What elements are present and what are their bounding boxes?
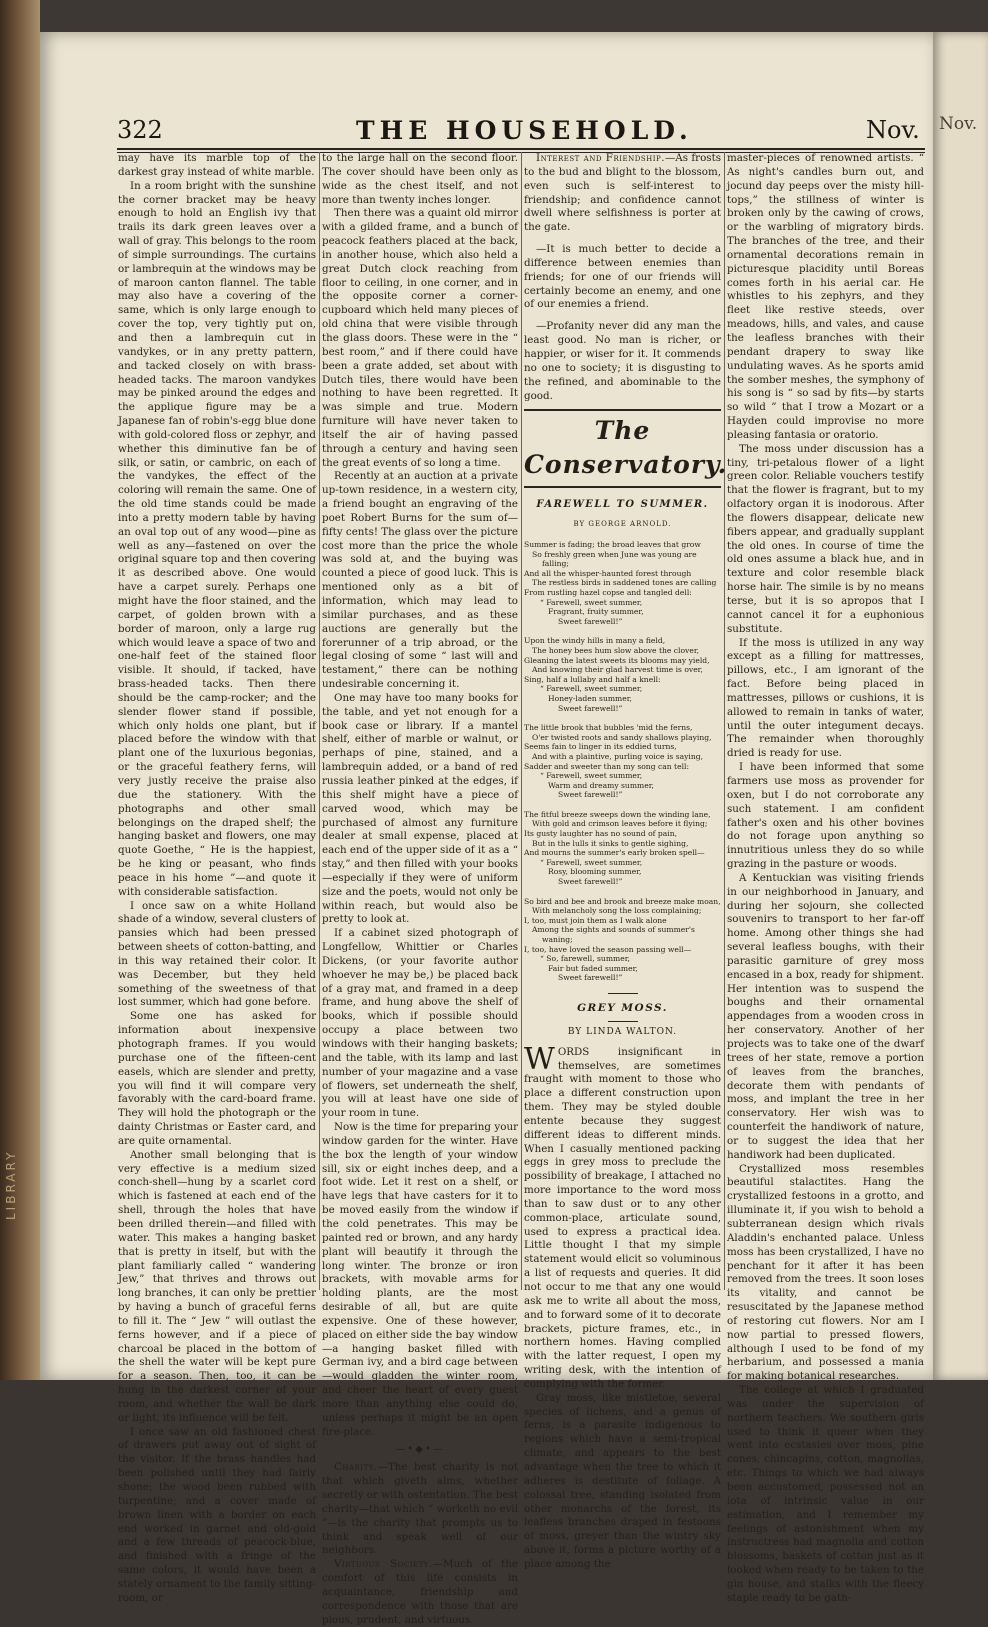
poem-line: Gleaning the latest sweets its blooms may yield, — [524, 655, 710, 665]
poem-line: Sweet farewell!” — [558, 973, 623, 983]
poem-line: Sadder and sweeter than my song can tell: — [524, 761, 690, 771]
poem-line: Upon the windy hills in many a field, — [524, 636, 666, 646]
poem-line: I, too, have loved the season passing well— — [524, 944, 692, 954]
column-rule — [521, 152, 522, 1290]
poem-line: “ Farewell, sweet summer, — [540, 857, 643, 867]
section-rule — [524, 486, 721, 488]
poem-line: Honey-laden summer, — [548, 693, 632, 703]
paragraph: If the moss is utilized in any way except as a filling for mattresses, pillows, etc., I am ignorant of the fact. Before being placed in mattresses, pillows or cushions, it is allowed to remain in tanks of water, until the outer integument decays. The remainder when thoroughly dried is ready for use. — [727, 636, 924, 760]
poem-byline: BY GEORGE ARNOLD. — [573, 520, 672, 529]
poem-line: The little brook that bubbles 'mid the ferns, — [524, 723, 693, 733]
article-title: GREY MOSS. — [577, 1001, 668, 1014]
poem-line: Its gusty laughter has no sound of pain, — [524, 829, 678, 839]
poem-line: And mourns the summer's early broken spell— — [524, 848, 705, 858]
short-item — [322, 1461, 518, 1558]
poem-line: So bird and bee and brook and breeze make moan, — [524, 896, 721, 906]
adjacent-page-edge — [933, 32, 988, 1380]
paragraph: I once saw an old fashioned chest of drawers put away out of sight of the visitor. If the brass handles had been polished until they had fairly shone; the wood been rubbed with turpentine; and a cover made of brown linen with a border on each end worked in garnet and old-gold and a few threads of peacock-blue, and finished with a fringe of the same colors, it would have been a stately ornament to the family sitting-room, or — [118, 1425, 316, 1604]
column-rule — [319, 152, 320, 1290]
poem-line: Rosy, blooming summer, — [548, 867, 642, 877]
short-item — [524, 152, 721, 235]
paragraph: In a room bright with the sunshine the corner bracket may be heavy enough to hold an English ivy that trails its dark green leaves over a wall of gray. This belongs to the room of simple surroundings. The curtains or lambrequin at the windows may be of maroon canton flannel. The table may also have a covering of the same, which is only large enough to cover the top, very tightly put on, and then a lambrequin cut in vandykes, or in any pretty pattern, and tacked closely on with brass-headed tacks. The maroon vandykes may be pinked around the edges and the applique figure may be a Japanese fan of robin's-egg blue done with gold-colored floss or zephyr, and whether this diminutive fan be of silk, or satin, or cambric, on each of the vandykes, the effect of the coloring will remain the same. One of the old time stands could be made into a pretty modern table by having an oval top out of any wood—pine as well as any—fastened on over the original square top and then covering it as described above. One would have a carpet surely. Perhaps one might have the floor stained, and the carpet, of golden brown with a border of maroon, only a large rug which would leave a space of two and one-half feet of the stained floor visible. It should, if tacked, have brass-headed tacks. Then there should be the camp-rocker; and the slender flower stand if possible, which only holds one plant, but if placed before the window with that plant one of the luxurious begonias, or the graceful feathery ferns, will very justly receive the praise also due the stationery. With the photographs and other small belongings on the draped shelf; the hanging basket and flowers, one may quote Goethe, “ He is the happiest, be he king or peasant, who finds peace in his home ”—and quote it with considerable satisfaction. — [118, 179, 316, 898]
poem-line: With melancholy song the loss complaining; — [532, 906, 702, 916]
poem-line: “ So, farewell, summer, — [540, 954, 630, 964]
short-item-text: —The best charity is not that which giveth alms, whether secretly or with ostentation. The best charity—that which “ worketh no evil ”—is the charity that prompts us to think and speak well of our neighbors. — [322, 1461, 518, 1557]
adjacent-page-month: Nov. — [939, 114, 978, 134]
section-rule — [524, 409, 721, 411]
drop-cap: W — [524, 1041, 555, 1077]
paragraph: The moss under discussion has a tiny, tri-petalous flower of a light green color. Reliable vouchers testify that the flower is fragrant, but to my olfactory organ it is inodorous. After the flowers disappear, delicate new fibers appear, and gradually supplant the old ones. In course of time the old ones assume a black hue, and in texture and color resemble black horse hair. The simile is by no means terse, but it is so apropos that I cannot cancel it for a euphonious substitute. — [727, 442, 924, 635]
poem-line: Among the sights and sounds of summer's waning; — [532, 925, 695, 944]
paragraph — [524, 1041, 721, 1392]
short-item — [524, 320, 721, 403]
page-month: Nov. — [866, 116, 920, 144]
short-item-lead: Virtuous Society. — [334, 1558, 433, 1571]
poem-stanza — [524, 540, 721, 626]
short-item-lead: Charity. — [334, 1461, 378, 1474]
article-column-3 — [524, 152, 728, 1570]
poem-line: Sweet farewell!” — [558, 703, 623, 713]
paragraph: Some one has asked for information about inexpensive photograph frames. If you would purchase one of the fifteen-cent easels, which are slender and pretty, you will find it will compare very favorably with the card-board frame. They will hold the photograph or the dainty Christmas or Easter card, and are quite ornamental. — [118, 1010, 316, 1147]
page-number: 322 — [117, 116, 163, 144]
column-rule — [724, 152, 725, 1290]
poem-line: The fitful breeze sweeps down the winding lane, — [524, 809, 711, 819]
poem-title: FAREWELL TO SUMMER. — [536, 499, 709, 511]
poem-line: Sweet farewell!” — [558, 790, 623, 800]
poem-line: “ Farewell, sweet summer, — [540, 771, 643, 781]
short-item-text: —It is much better to decide a difference between enemies than friends; for one of our friends will certainly become an enemy, and one of our enemies a friend. — [524, 243, 721, 311]
poem-line: Sweet farewell!” — [558, 616, 623, 626]
paragraph: Crystallized moss resembles beautiful stalactites. Hang the crystallized festoons in a grotto, and illuminate it, if you wish to behold a subterranean design which rivals Aladdin's enchanted palace. Unless moss has been crystallized, I have no penchant for it after it has been removed from the trees. It soon loses its vitality, and cannot be resuscitated by the Japanese method of restoring cut flowers. Nor am I now partial to pressed flowers, although I used to be fond of my herbarium, and possessed a mania for making botanical researches. — [727, 1162, 924, 1383]
paragraph: The college at which I graduated was under the supervision of northern teachers. We southern girls used to think it queer when they went into ecstasies over moss, pine cones, chincapins, cotton, magnolias, etc. Things to which we had always been accustomed, possessed not an iota of intrinsic value in our estimation, and I remember my feelings of astonishment when my instructress had magnolia and cotton blossoms, baskets of cotton just as it looked when ready to be taken to the gin house, and stalks with the fleecy staple ready to be gath- — [727, 1384, 924, 1604]
poem-line: The restless birds in saddened tones are calling — [532, 578, 717, 588]
paragraph: Another small belonging that is very effective is a medium sized conch-shell—hung by a scarlet cord which is fastened at each end of the shell, through the holes that have been drilled therein—and filled with water. This makes a hanging basket that is pretty in itself, but with the plant familiarly called “ wandering Jew,” that thrives and throws out long branches, it can only be prettier by having a bunch of graceful ferns to fill it. The “ Jew ” will outlast the ferns however, and if a piece of charcoal be placed in the bottom of the shell the water will be kept pure for a season. Then, too, it can be hung in the darkest corner of your room, and whether the wall be dark or light, its influence will be felt. — [118, 1148, 316, 1424]
poem-line: The honey bees hum slow above the clover, — [532, 645, 700, 655]
poem-stanza — [524, 636, 721, 713]
paragraph: Gray moss, like mistletoe, several species of lichens, and a genus of ferns, is a parasite indigenous to regions which have a semi-tropical climate, and appears to the best advantage when the tree to which it adheres is destitute of foliage. A colossal tree, standing isolated from other monarchs of the forest, its leafless branches draped in festoons of moss, greyer than the wintry sky above it, forms a picture worthy of a place among the — [524, 1391, 721, 1570]
paragraph: One may have too many books for the table, and yet not enough for a book case or library. If a mantel shelf, either of marble or walnut, or perhaps of pine, stained, and a lambrequin added, or a band of red russia leather pinked at the edges, if this shelf might have a piece of carved wood, which may be purchased of almost any furniture dealer at small expense, placed at each end of the upper side of it as a “ stay,” and then filled with your books—especially if they were of uniform size and the poets, would not only be within reach, but would also be pretty to look at. — [322, 691, 518, 926]
poem-line: Sing, half a lullaby and half a knell: — [524, 674, 661, 684]
poem-line: And all the whisper-haunted forest through — [524, 568, 692, 578]
paragraph: master-pieces of renowned artists. “ As night's candles burn out, and jocund day peeps over the misty hill-tops,” the stillness of winter is broken only by the cawing of crows, or the warbling of migratory birds. The branches of the tree, and their ornamental decorations remain in picturesque placidity until Boreas comes forth in his aerial car. He whistles to his zephyrs, and they fleet like restive steeds, over meadows, hills, and vales, and cause the leafless branches with their pendant drapery to sway like undulating waves. As he sports amid the somber meshes, the symphony of his song is “ so sad by fits—by starts so wild ” that I trow a Mozart or a Hayden could improvise no more pleasing fantasia or oratorio. — [727, 152, 924, 441]
paragraph: I have been informed that some farmers use moss as provender for oxen, but I do not corroborate any such statement. I am confident father's oxen and his other bovines do not forage upon anything so innutritious unless they do so while grazing in the pasture or woods. — [727, 761, 924, 871]
poem-stanza — [524, 723, 721, 800]
poem-line: But in the lulls it sinks to gentle sighing, — [532, 838, 689, 848]
poem-stanza — [524, 897, 721, 983]
paragraph: Recently at an auction at a private up-town residence, in a western city, a friend bought an engraving of the poet Robert Burns for the sum of—fifty cents! The glass over the picture cost more than the price the whole was sold at, and the buying was counted a piece of good luck. This is mentioned only as a bit of information, which may lead to similar purchases, and as these auctions are generally but the forerunner of a trip abroad, or the legal closing of some “ last will and testament,” there can be nothing undesirable concerning it. — [322, 470, 518, 691]
poem-line: I, too, must join them as I walk alone — [524, 915, 667, 925]
poem-line: “ Farewell, sweet summer, — [540, 597, 643, 607]
poem-line: From rustling hazel copse and tangled dell: — [524, 588, 692, 597]
short-item-text: —Profanity never did any man the least good. No man is richer, or happier, or wiser for it. It commends no one to society; it is disgusting to the refined, and abominable to the good. — [524, 320, 721, 402]
poem-line: “ Farewell, sweet summer, — [540, 684, 643, 694]
page-title: THE HOUSEHOLD. — [356, 116, 693, 145]
short-item-text: —As frosts to the bud and blight to the blossom, even such is self-interest to friendship; and confidence cannot dwell where selfishness is porter at the gate. — [524, 152, 721, 234]
poem-line: Summer is fading; the broad leaves that grow — [524, 540, 701, 550]
poem-line: Fragrant, fruity summer, — [548, 607, 644, 617]
poem-line: Seems fain to linger in its eddied turns, — [524, 742, 677, 752]
short-item-text: —Much of the comfort of this life consists in acquaintance, friendship and correspondence with those that are pious, prudent, and virtuous. — [322, 1558, 518, 1626]
paragraph: Now is the time for preparing your window garden for the winter. Have the box the length of your window sill, six or eight inches deep, and a foot wide. Let it rest on a shelf, or have legs that have casters for it to be moved easily from the window if the cold penetrates. This may be painted red or brown, and any hardy plant will beautify it through the long winter. The bronze or iron brackets, with movable arms for holding plants, are the most desirable of all, but are quite expensive. One of these however, placed on either side the bay window—a hanging basket filled with German ivy, and a bird cage between—would gladden the winter room, and cheer the heart of every guest more than anything else could do, unless perhaps it might be an open fire-place. — [322, 1121, 518, 1438]
section-divider: —•◆•— — [395, 1444, 445, 1456]
article-column-1 — [118, 152, 316, 1604]
paragraph: A Kentuckian was visiting friends in our neighborhood in January, and during her sojourn, she collected souvenirs to transport to her far-off home. Among other things she had several leafless boughs, with their parasitic garniture of grey moss encased in a box, ready for shipment. Her intention was to suspend the boughs and their ornamental appendages from a wooden cross in her conservatory. Another of her projects was to take one of the dwarf trees of her state, remove a portion of leaves from the branches, decorate them with pendants of moss, and implant the tree in her conservatory. Her wish was to counterfeit the handiwork of nature, or to suggest the idea that her handiwork had been duplicated. — [727, 871, 924, 1161]
article-byline: BY LINDA WALTON. — [567, 1026, 678, 1037]
scan-top-strip — [40, 0, 988, 32]
poem-line: And knowing their glad harvest time is over, — [532, 665, 703, 675]
paragraph: to the large hall on the second floor. The cover should have been only as wide as the chest itself, and not more than twenty inches longer. — [322, 152, 518, 206]
short-item — [524, 243, 721, 312]
poem-line: Sweet farewell!” — [558, 877, 623, 887]
paragraph: may have its marble top of the darkest gray instead of white marble. — [118, 152, 316, 178]
short-rule — [608, 993, 638, 994]
poem-line: Warm and dreamy summer, — [548, 780, 654, 790]
poem-line: And with a plaintive, purling voice is saying, — [532, 751, 704, 761]
binding-label: LIBRARY — [4, 1149, 18, 1220]
poem-line: With gold and crimson leaves before it flying; — [532, 819, 708, 829]
short-item-lead: Interest and Friendship. — [536, 152, 665, 164]
poem-line: So freshly green when June was young are falling; — [532, 549, 697, 569]
section-title: The Conservatory. — [524, 416, 728, 480]
poem-line: O'er twisted roots and sandy shallows playing, — [532, 732, 712, 742]
article-column-4 — [727, 152, 924, 1604]
poem-line: Fair but faded summer, — [548, 963, 638, 973]
short-rule — [608, 1021, 638, 1022]
paragraph: Then there was a quaint old mirror with a gilded frame, and a bunch of peacock feathers placed at the back, in another house, which also held a great Dutch clock reaching from floor to ceiling, in one corner, and in the opposite corner a corner-cupboard which held many pieces of old china that were visible through the glass doors. These were in the “ best room,” and if there could have been a grate added, set about with Dutch tiles, there would have been nothing to have been regretted. It was simple and true. Modern furniture will have never taken to itself the air of having passed through a century and having seen the great events of so long a time. — [322, 207, 518, 469]
poem-body — [524, 540, 721, 983]
paragraph: If a cabinet sized photograph of Longfellow, Whittier or Charles Dickens, (or your favorite author whoever he may be,) be placed back of a gray mat, and framed in a deep frame, and hung above the shelf of books, which if possible should occupy a place between two windows with their hanging baskets; and the table, with its lamp and last number of your magazine and a vase of flowers, set underneath the shelf, you will at least have one side of your room in tune. — [322, 927, 518, 1120]
poem-stanza — [524, 810, 721, 887]
book-binding — [0, 0, 40, 1380]
paragraph: I once saw on a white Holland shade of a window, several clusters of pansies which had been pressed between sheets of cotton-batting, and in this way retained their color. It was December, but they held something of the sweetness of that lost summer, which had gone before. — [118, 899, 316, 1009]
short-item — [322, 1558, 518, 1627]
article-column-2 — [322, 152, 518, 1626]
paragraph-text: ORDS insignificant in themselves, are sometimes fraught with moment to those who place a different construction upon them. They may be styled double entente because they suggest different ideas to different minds. When I casually mentioned packing eggs in grey moss to preclude the possibility of breakage, I attached no more importance to the word moss than to saw dust or to any other common-place, articulate sound, used to express a practical idea. Little thought I that my simple statement would elicit so voluminous a list of requests and queries. It did not occur to me that any one would ask me to write all about the moss, and to forward some of it to decorate brackets, picture frames, etc., in northern homes. Having complied with the latter request, I open my writing desk, with the intention of complying with the former. — [524, 1045, 721, 1390]
